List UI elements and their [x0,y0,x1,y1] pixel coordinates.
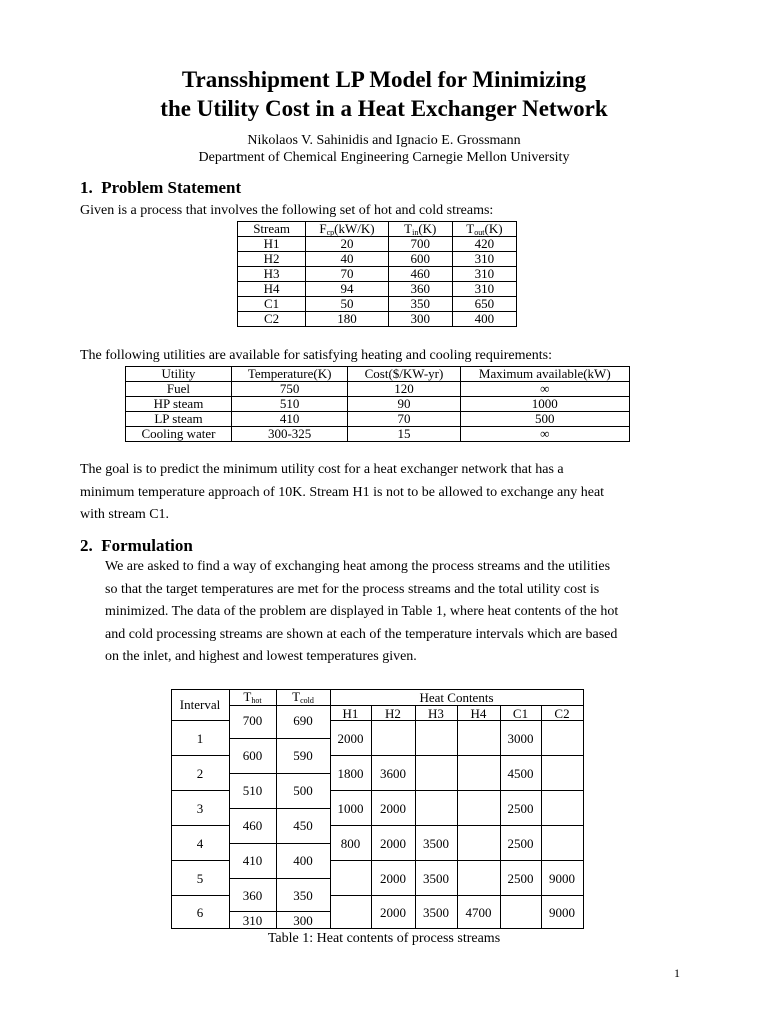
utility-max: 500 [460,412,629,427]
tout-unit: (K) [484,221,503,236]
utility-cost: 90 [348,397,460,412]
section-2-heading [80,536,193,556]
utility-temperature: 750 [231,382,347,397]
tout-sub: out [474,228,485,237]
tcold-value: 500 [293,783,313,798]
tin-label: T [404,221,413,236]
header-stream: Stream [238,222,306,237]
heat-cell: 2000 [380,801,406,816]
stream-fcp: 40 [306,252,388,267]
authors: Nikolaos V. Sahinidis and Ignacio E. Grossmann [247,133,521,148]
heat-contents-header: Heat Contents [419,690,494,705]
stream-fcp: 94 [306,282,388,297]
heat-cell: 1000 [337,801,364,816]
interval-number: 6 [196,905,204,920]
table-row [238,237,517,252]
stream-name: C2 [238,312,306,327]
heat-cell: 2500 [507,801,534,816]
utilities-header-row [126,367,630,382]
fcp-label: F [319,221,327,236]
goal-paragraph [80,459,604,527]
section-1-title: Problem Statement [101,178,242,197]
heat-cell: 3600 [380,766,406,781]
stream-tin: 600 [388,252,452,267]
heat-cell: 2000 [337,731,364,746]
col-header-h4: H4 [470,706,487,721]
header-tout [452,222,516,237]
utility-cost: 15 [348,427,460,442]
table-row [126,412,630,427]
utility-temperature: 300-325 [231,427,347,442]
utility-max: 1000 [460,397,629,412]
heat-cell: 4700 [465,905,492,920]
col-header-h2: H2 [385,706,401,721]
tin-unit: (K) [418,221,437,236]
heat-cell: 2500 [507,871,534,886]
thot-value: 310 [242,913,263,928]
formulation-line: on the inlet, and highest and lowest temperatures given. [105,649,417,664]
interval-number: 1 [196,731,204,746]
section-1-number: 1. [80,178,93,197]
stream-tout: 310 [452,267,516,282]
header-utility: Utility [126,367,232,382]
stream-tin: 300 [388,312,452,327]
interval-number: 2 [196,766,204,781]
formulation-line: We are asked to find a way of exchanging heat among the process streams and the utilities [105,559,611,574]
heat-cell: 2000 [380,836,406,851]
thot-label: T [243,689,252,704]
thot-value: 460 [242,818,263,833]
stream-tin: 350 [388,297,452,312]
streams-header-row [238,222,517,237]
tcold-value: 400 [293,853,313,868]
stream-fcp: 180 [306,312,388,327]
thot-sub: hot [251,696,262,705]
thot-value: 410 [242,853,263,868]
utility-name: HP steam [126,397,232,412]
table-row [238,267,517,282]
utility-temperature: 410 [231,412,347,427]
heat-cell: 2000 [380,905,406,920]
col-header-h3: H3 [428,706,444,721]
stream-tin: 360 [388,282,452,297]
section-2-title: Formulation [101,536,193,555]
stream-tout: 400 [452,312,516,327]
interval-number: 3 [196,801,204,816]
heat-cell: 1800 [337,766,364,781]
thot-value: 360 [242,888,263,903]
table-row [238,252,517,267]
interval-number: 4 [196,836,204,851]
thot-header [229,689,276,705]
col-header-c2: C2 [554,706,570,721]
tcold-header [276,689,330,705]
heat-cell: 800 [340,836,361,851]
fcp-sub: cp [326,228,335,237]
utility-name: Cooling water [126,427,232,442]
table-row [238,282,517,297]
affiliation: Department of Chemical Engineering Carnegie Mellon University [198,150,570,165]
table-row [126,382,630,397]
tcold-sub: cold [300,696,314,705]
section-2-number: 2. [80,536,93,555]
tcold-value: 350 [293,888,313,903]
section-1-heading [80,178,241,198]
goal-line: with stream C1. [80,507,170,522]
tcold-label: T [292,689,301,704]
stream-tout: 420 [452,237,516,252]
header-fcp [306,222,388,237]
goal-line: minimum temperature approach of 10K. Stream H1 is not to be allowed to exchange any heat [80,484,605,500]
formulation-line: so that the target temperatures are met for the process streams and the total utility cost is [105,581,600,597]
tout-label: T [466,221,475,236]
col-header-c1: C1 [512,706,529,721]
stream-name: C1 [238,297,306,312]
header-tin [388,222,452,237]
tin-sub: in [412,228,419,237]
intro-text: Given is a process that involves the following set of hot and cold streams: [80,203,494,218]
stream-name: H4 [238,282,306,297]
title-line-1: Transshipment LP Model for Minimizing [181,67,587,92]
stream-fcp: 70 [306,267,388,282]
table-row [126,427,630,442]
streams-table [237,221,517,327]
heat-cell: 4500 [507,766,534,781]
heat-cell: 3500 [423,871,449,886]
utility-name: LP steam [126,412,232,427]
header-max-available: Maximum available(kW) [460,367,629,382]
thot-value: 700 [242,713,263,728]
stream-tin: 700 [388,237,452,252]
heat-cell: 3500 [423,836,449,851]
stream-tout: 310 [452,282,516,297]
tcold-value: 300 [293,913,313,928]
col-header-h1: H1 [342,706,359,721]
heat-cell: 2000 [380,871,406,886]
utility-max: ∞ [460,382,629,397]
tcold-value: 450 [293,818,313,833]
header-temperature: Temperature(K) [231,367,347,382]
interval-number: 5 [196,871,204,886]
page-number: 1 [674,966,680,980]
tcold-value: 590 [293,748,313,763]
table-row [126,397,630,412]
table-caption: Table 1: Heat contents of process streams [267,931,501,946]
thot-value: 510 [242,783,263,798]
title-line-2: the Utility Cost in a Heat Exchanger Network [160,96,608,121]
utility-cost: 70 [348,412,460,427]
utility-cost: 120 [348,382,460,397]
formulation-line: and cold processing streams are shown at each of the temperature intervals which are based [105,626,618,642]
utilities-table [125,366,630,442]
formulation-paragraph [105,556,618,669]
heat-cell: 3000 [507,731,534,746]
interval-header: Interval [179,697,221,712]
tcold-value: 690 [293,713,313,728]
heat-cell: 2500 [507,836,534,851]
header-cost: Cost($/KW-yr) [348,367,460,382]
heat-table-border [172,690,584,929]
utility-max: ∞ [460,427,629,442]
utility-name: Fuel [126,382,232,397]
stream-tin: 460 [388,267,452,282]
formulation-line: minimized. The data of the problem are displayed in Table 1, where heat contents of the hot [105,604,619,619]
heat-cell: 9000 [549,871,575,886]
heat-cell: 9000 [549,905,575,920]
stream-fcp: 50 [306,297,388,312]
stream-name: H1 [238,237,306,252]
fcp-unit: (kW/K) [334,221,375,236]
heat-cell: 3500 [423,905,449,920]
thot-value: 600 [242,748,263,763]
utilities-text: The following utilities are available for satisfying heating and cooling requirements: [80,348,552,363]
stream-name: H3 [238,267,306,282]
goal-line: The goal is to predict the minimum utility cost for a heat exchanger network that has a [80,462,564,477]
stream-name: H2 [238,252,306,267]
table-row [238,297,517,312]
stream-fcp: 20 [306,237,388,252]
table-row [238,312,517,327]
stream-tout: 650 [452,297,516,312]
utility-temperature: 510 [231,397,347,412]
stream-tout: 310 [452,252,516,267]
